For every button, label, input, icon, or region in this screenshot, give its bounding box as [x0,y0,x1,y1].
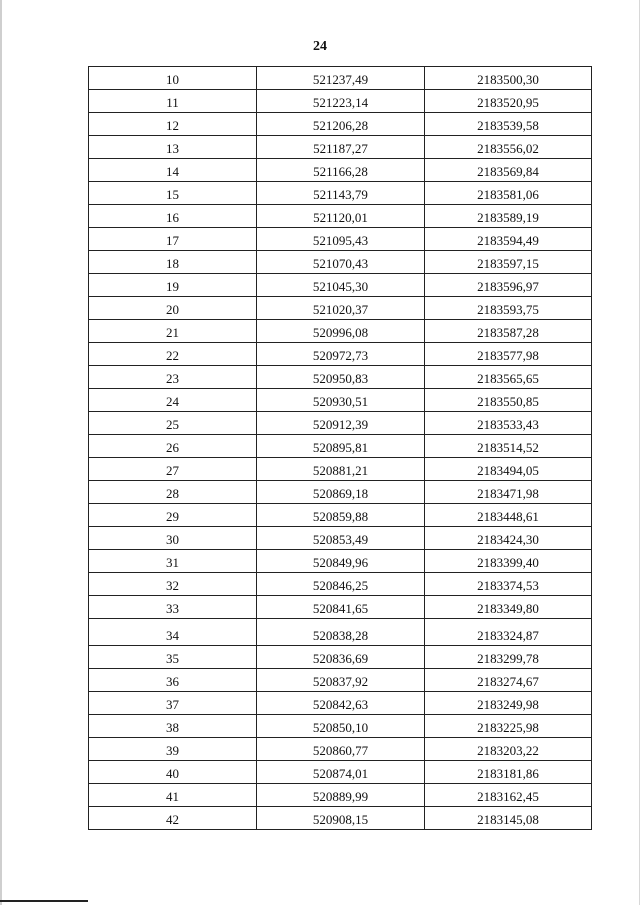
point-number-cell: 42 [89,807,257,830]
table-row [89,596,592,619]
x-coordinate-cell: 520859,88 [257,504,425,527]
y-coordinate-cell: 2183299,78 [425,646,592,669]
table-row [89,159,592,182]
table-row [89,784,592,807]
page-edge-left [0,0,2,905]
table-row [89,738,592,761]
table-row [89,458,592,481]
y-coordinate-cell: 2183374,53 [425,573,592,596]
x-coordinate-cell: 520841,65 [257,596,425,619]
table-row [89,412,592,435]
table-row [89,389,592,412]
y-coordinate-cell: 2183596,97 [425,274,592,297]
y-coordinate-cell: 2183589,19 [425,205,592,228]
point-number-cell: 26 [89,435,257,458]
point-number-cell: 13 [89,136,257,159]
point-number-cell: 36 [89,669,257,692]
y-coordinate-cell: 2183514,52 [425,435,592,458]
y-coordinate-cell: 2183181,86 [425,761,592,784]
point-number-cell: 15 [89,182,257,205]
y-coordinate-cell: 2183587,28 [425,320,592,343]
point-number-cell: 40 [89,761,257,784]
point-number-cell: 38 [89,715,257,738]
y-coordinate-cell: 2183581,06 [425,182,592,205]
point-number-cell: 23 [89,366,257,389]
table-row [89,251,592,274]
x-coordinate-cell: 520837,92 [257,669,425,692]
point-number-cell: 28 [89,481,257,504]
table-row [89,320,592,343]
point-number-cell: 29 [89,504,257,527]
table-row [89,527,592,550]
y-coordinate-cell: 2183569,84 [425,159,592,182]
x-coordinate-cell: 520842,63 [257,692,425,715]
x-coordinate-cell: 520996,08 [257,320,425,343]
table-row [89,366,592,389]
table-row [89,90,592,113]
table-row [89,113,592,136]
table-row [89,646,592,669]
table-row [89,67,592,90]
y-coordinate-cell: 2183556,02 [425,136,592,159]
point-number-cell: 35 [89,646,257,669]
y-coordinate-cell: 2183533,43 [425,412,592,435]
x-coordinate-cell: 521237,49 [257,67,425,90]
x-coordinate-cell: 520881,21 [257,458,425,481]
table-row [89,182,592,205]
x-coordinate-cell: 521206,28 [257,113,425,136]
point-number-cell: 12 [89,113,257,136]
x-coordinate-cell: 521070,43 [257,251,425,274]
table-row [89,297,592,320]
x-coordinate-cell: 520850,10 [257,715,425,738]
table-row [89,435,592,458]
y-coordinate-cell: 2183448,61 [425,504,592,527]
x-coordinate-cell: 520950,83 [257,366,425,389]
table-row [89,481,592,504]
x-coordinate-cell: 521120,01 [257,205,425,228]
x-coordinate-cell: 520860,77 [257,738,425,761]
y-coordinate-cell: 2183597,15 [425,251,592,274]
point-number-cell: 31 [89,550,257,573]
x-coordinate-cell: 520908,15 [257,807,425,830]
x-coordinate-cell: 521020,37 [257,297,425,320]
point-number-cell: 11 [89,90,257,113]
table-row [89,343,592,366]
point-number-cell: 39 [89,738,257,761]
point-number-cell: 10 [89,67,257,90]
point-number-cell: 16 [89,205,257,228]
y-coordinate-cell: 2183594,49 [425,228,592,251]
y-coordinate-cell: 2183324,87 [425,619,592,646]
point-number-cell: 24 [89,389,257,412]
point-number-cell: 22 [89,343,257,366]
x-coordinate-cell: 520889,99 [257,784,425,807]
page-number: 24 [313,39,327,54]
point-number-cell: 25 [89,412,257,435]
table-row [89,274,592,297]
x-coordinate-cell: 521143,79 [257,182,425,205]
point-number-cell: 41 [89,784,257,807]
x-coordinate-cell: 520849,96 [257,550,425,573]
y-coordinate-cell: 2183349,80 [425,596,592,619]
y-coordinate-cell: 2183520,95 [425,90,592,113]
table-row [89,228,592,251]
y-coordinate-cell: 2183145,08 [425,807,592,830]
table-row [89,807,592,830]
x-coordinate-cell: 520930,51 [257,389,425,412]
point-number-cell: 17 [89,228,257,251]
coordinates-table [88,66,592,830]
x-coordinate-cell: 520895,81 [257,435,425,458]
x-coordinate-cell: 520853,49 [257,527,425,550]
point-number-cell: 27 [89,458,257,481]
x-coordinate-cell: 520972,73 [257,343,425,366]
y-coordinate-cell: 2183593,75 [425,297,592,320]
y-coordinate-cell: 2183550,85 [425,389,592,412]
table-row [89,692,592,715]
y-coordinate-cell: 2183500,30 [425,67,592,90]
x-coordinate-cell: 520869,18 [257,481,425,504]
point-number-cell: 33 [89,596,257,619]
point-number-cell: 19 [89,274,257,297]
footer-rule [0,900,88,902]
coordinates-table-body [89,67,592,830]
y-coordinate-cell: 2183249,98 [425,692,592,715]
x-coordinate-cell: 521095,43 [257,228,425,251]
x-coordinate-cell: 520874,01 [257,761,425,784]
y-coordinate-cell: 2183494,05 [425,458,592,481]
table-row [89,504,592,527]
x-coordinate-cell: 520838,28 [257,619,425,646]
point-number-cell: 21 [89,320,257,343]
x-coordinate-cell: 520836,69 [257,646,425,669]
y-coordinate-cell: 2183471,98 [425,481,592,504]
x-coordinate-cell: 520846,25 [257,573,425,596]
point-number-cell: 34 [89,619,257,646]
x-coordinate-cell: 521187,27 [257,136,425,159]
x-coordinate-cell: 521223,14 [257,90,425,113]
y-coordinate-cell: 2183203,22 [425,738,592,761]
table-row [89,761,592,784]
y-coordinate-cell: 2183274,67 [425,669,592,692]
y-coordinate-cell: 2183577,98 [425,343,592,366]
x-coordinate-cell: 521045,30 [257,274,425,297]
y-coordinate-cell: 2183565,65 [425,366,592,389]
point-number-cell: 20 [89,297,257,320]
table-row [89,619,592,646]
y-coordinate-cell: 2183162,45 [425,784,592,807]
table-row [89,715,592,738]
y-coordinate-cell: 2183539,58 [425,113,592,136]
x-coordinate-cell: 520912,39 [257,412,425,435]
point-number-cell: 30 [89,527,257,550]
table-row [89,573,592,596]
x-coordinate-cell: 521166,28 [257,159,425,182]
point-number-cell: 14 [89,159,257,182]
y-coordinate-cell: 2183424,30 [425,527,592,550]
table-row [89,669,592,692]
y-coordinate-cell: 2183399,40 [425,550,592,573]
table-row [89,136,592,159]
point-number-cell: 37 [89,692,257,715]
point-number-cell: 18 [89,251,257,274]
table-row [89,205,592,228]
point-number-cell: 32 [89,573,257,596]
table-row [89,550,592,573]
y-coordinate-cell: 2183225,98 [425,715,592,738]
